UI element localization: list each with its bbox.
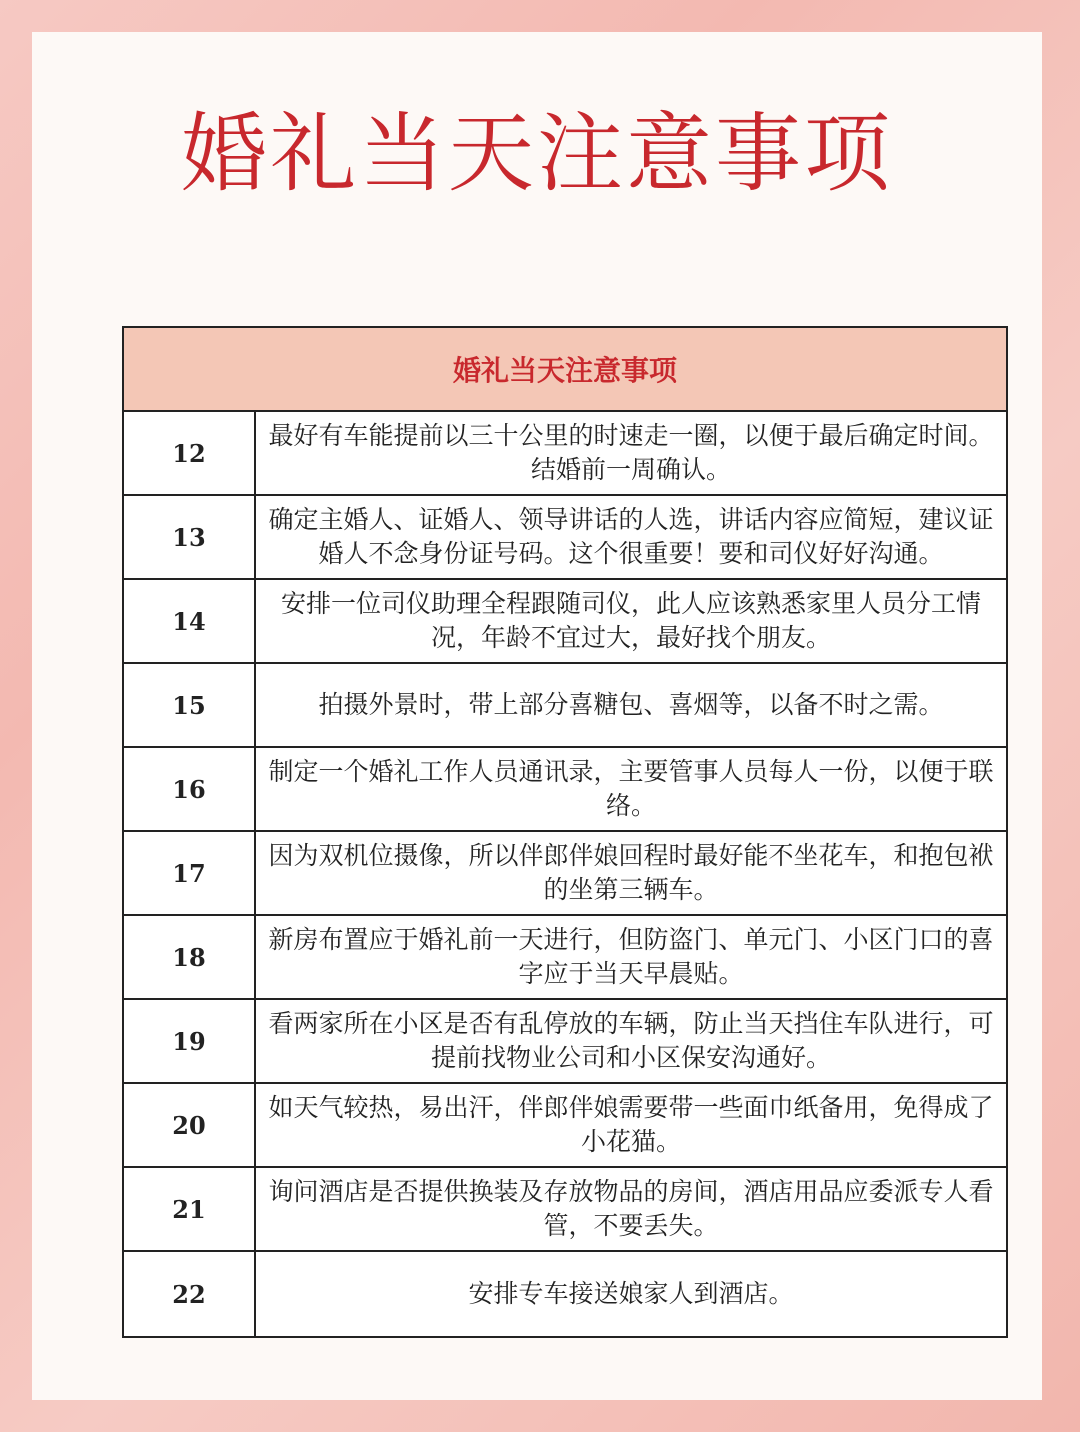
table-row xyxy=(124,1084,1006,1168)
table-row xyxy=(124,496,1006,580)
table-row xyxy=(124,916,1006,1000)
row-number: 15 xyxy=(124,664,256,746)
row-number: 17 xyxy=(124,832,256,914)
row-text: 安排专车接送娘家人到酒店。 xyxy=(468,1279,794,1308)
row-number: 13 xyxy=(124,496,256,578)
content-card xyxy=(32,32,1042,1400)
notes-table xyxy=(122,326,1008,1338)
row-text: 最好有车能提前以三十公里的时速走一圈，以便于最后确定时间。结婚前一周确认。 xyxy=(268,421,994,484)
row-number: 16 xyxy=(124,748,256,830)
table-row xyxy=(124,748,1006,832)
row-number: 19 xyxy=(124,1000,256,1082)
row-number: 22 xyxy=(124,1252,256,1336)
table-row xyxy=(124,412,1006,496)
row-text: 确定主婚人、证婚人、领导讲话的人选，讲话内容应简短，建议证婚人不念身份证号码。这个很重要！要和司仪好好沟通。 xyxy=(268,505,994,568)
row-number: 14 xyxy=(124,580,256,662)
row-text: 看两家所在小区是否有乱停放的车辆，防止当天挡住车队进行，可提前找物业公司和小区保安沟通好。 xyxy=(268,1009,994,1072)
row-text: 因为双机位摄像，所以伴郎伴娘回程时最好能不坐花车，和抱包袱的坐第三辆车。 xyxy=(268,841,994,904)
row-text: 询问酒店是否提供换装及存放物品的房间，酒店用品应委派专人看管，不要丢失。 xyxy=(268,1177,994,1240)
table-row xyxy=(124,832,1006,916)
row-number: 20 xyxy=(124,1084,256,1166)
table-row xyxy=(124,1168,1006,1252)
row-text: 拍摄外景时，带上部分喜糖包、喜烟等，以备不时之需。 xyxy=(318,690,944,719)
row-number: 18 xyxy=(124,916,256,998)
table-row xyxy=(124,664,1006,748)
row-text: 新房布置应于婚礼前一天进行，但防盗门、单元门、小区门口的喜字应于当天早晨贴。 xyxy=(268,925,994,988)
row-text: 制定一个婚礼工作人员通讯录，主要管事人员每人一份，以便于联络。 xyxy=(268,757,994,820)
row-number: 12 xyxy=(124,412,256,494)
table-row xyxy=(124,1000,1006,1084)
row-number: 21 xyxy=(124,1168,256,1250)
table-header: 婚礼当天注意事项 xyxy=(124,328,1006,412)
row-text: 如天气较热，易出汗，伴郎伴娘需要带一些面巾纸备用，免得成了小花猫。 xyxy=(268,1093,994,1156)
table-row xyxy=(124,1252,1006,1336)
page-title: 婚礼当天注意事项 xyxy=(181,104,893,204)
table-row xyxy=(124,580,1006,664)
row-text: 安排一位司仪助理全程跟随司仪，此人应该熟悉家里人员分工情况，年龄不宜过大，最好找个朋友。 xyxy=(280,589,981,652)
